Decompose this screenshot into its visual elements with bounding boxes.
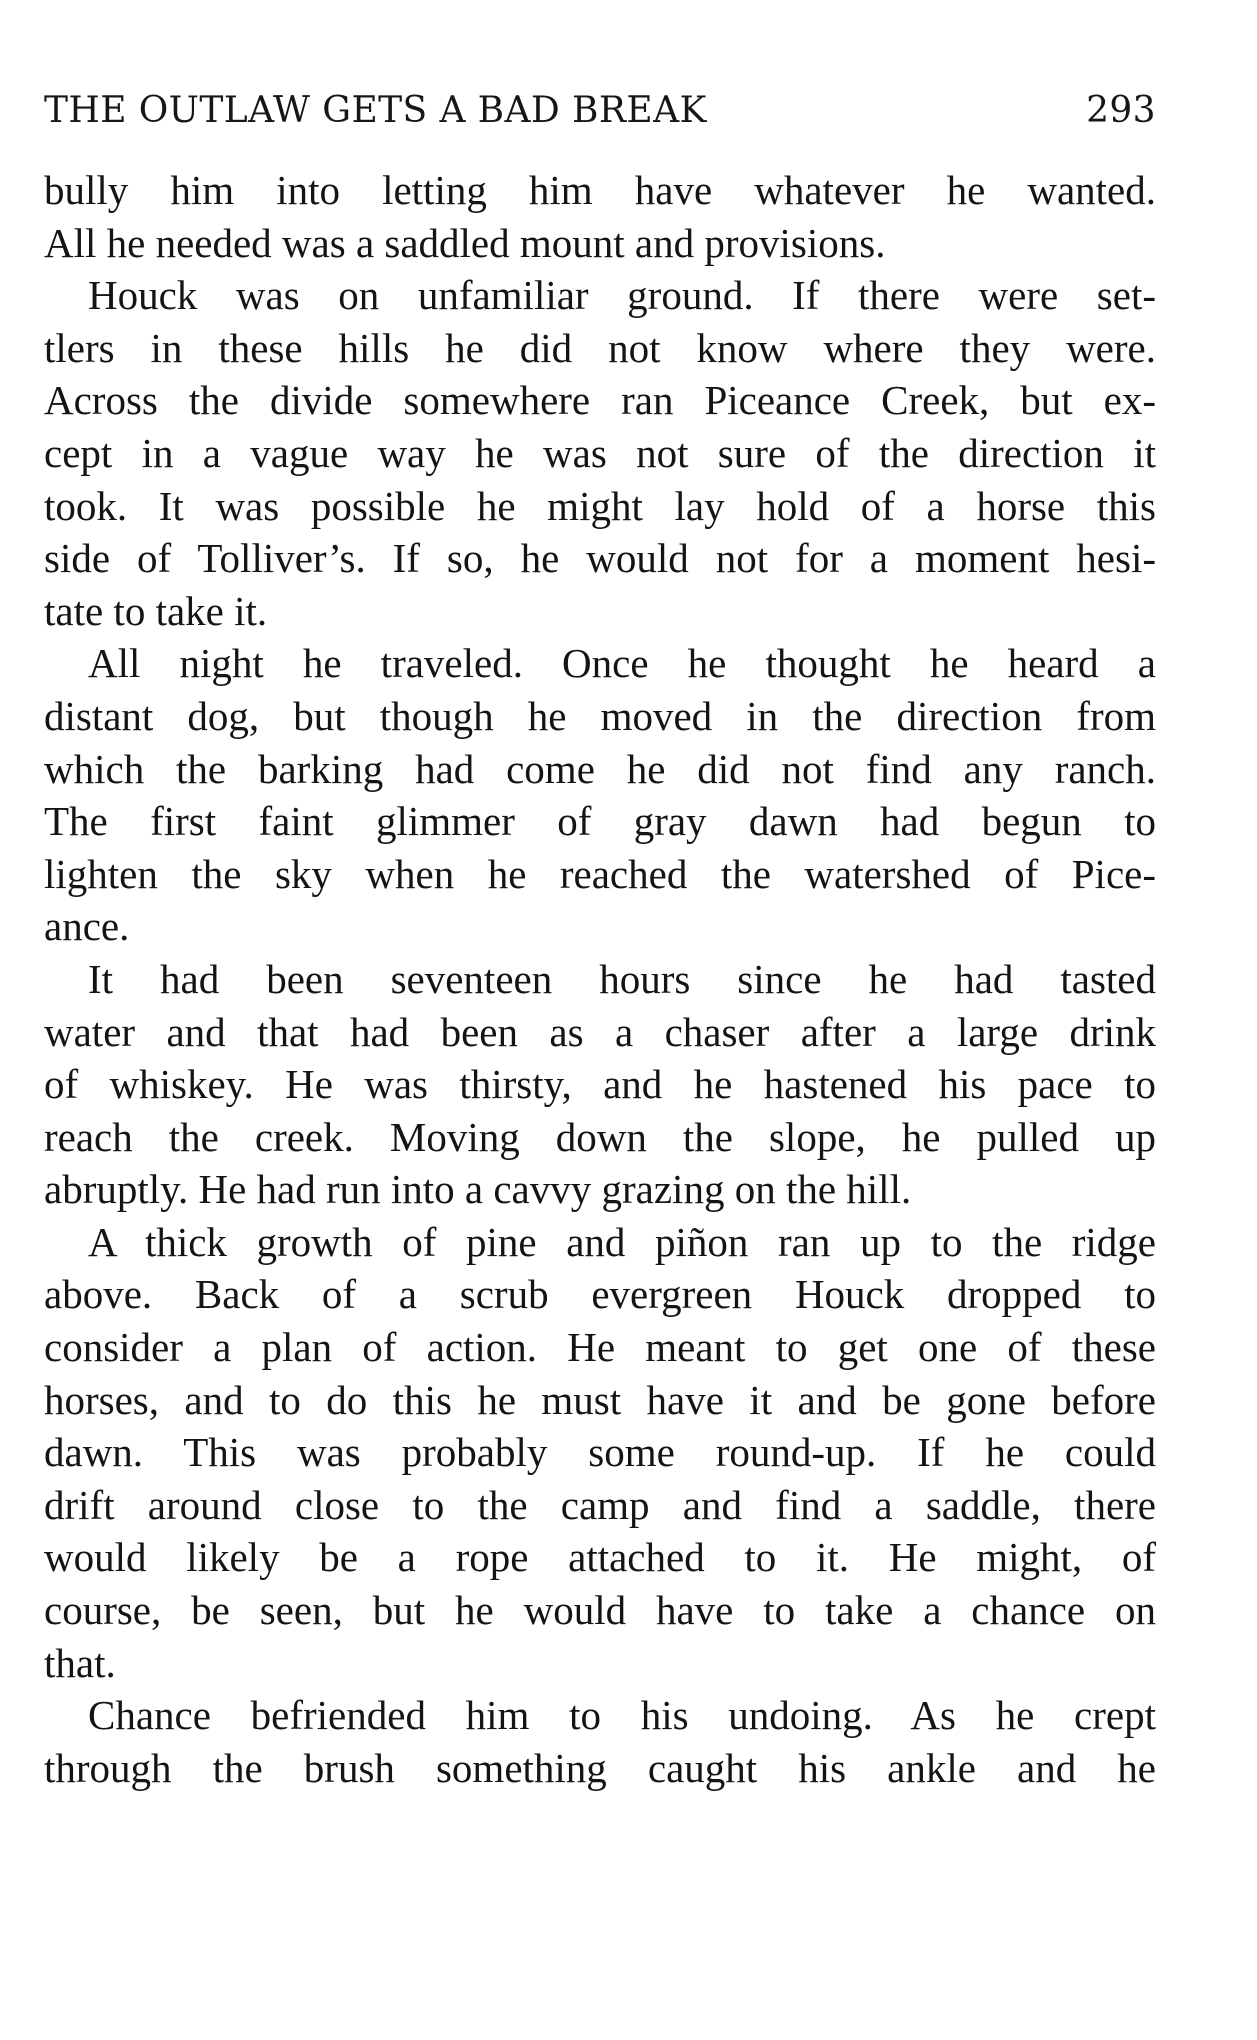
text-line: dawn. This was probably some round-up. If he could xyxy=(44,1429,1156,1476)
text-line: Chance befriended him to his undoing. As he crept xyxy=(88,1692,1156,1739)
text-line: consider a plan of action. He meant to get one of these xyxy=(44,1324,1156,1371)
text-line: cept in a vague way he was not sure of the direction it xyxy=(44,429,1156,476)
text-line: tate to take it. xyxy=(44,587,268,634)
text-line: drift around close to the camp and find a saddle, there xyxy=(44,1481,1156,1528)
text-line: lighten the sky when he reached the watershed of Pice- xyxy=(44,850,1156,897)
text-line: bully him into letting him have whatever he wanted. xyxy=(44,167,1156,213)
text-line: which the barking had come he did not find any ranch. xyxy=(44,745,1156,792)
book-page xyxy=(44,90,1156,1794)
text-line: The first faint glimmer of gray dawn had begun to xyxy=(44,798,1156,845)
text-line: horses, and to do this he must have it and be gone before xyxy=(44,1376,1156,1423)
text-line: through the brush something caught his ankle and he xyxy=(44,1744,1156,1791)
text-line: A thick growth of pine and piñon ran up to the ridge xyxy=(88,1218,1156,1265)
text-line: would likely be a rope attached to it. He might, of xyxy=(44,1534,1156,1581)
text-line: took. It was possible he might lay hold of a horse this xyxy=(44,482,1156,529)
text-line: of whiskey. He was thirsty, and he hastened his pace to xyxy=(44,1061,1156,1108)
text-line: course, be seen, but he would have to take a chance on xyxy=(44,1587,1156,1634)
text-line: All night he traveled. Once he thought he heard a xyxy=(88,640,1156,687)
text-line: Houck was on unfamiliar ground. If there were set- xyxy=(88,272,1156,319)
text-line: It had been seventeen hours since he had tasted xyxy=(88,955,1156,1002)
text-line: Across the divide somewhere ran Piceance Creek, but ex- xyxy=(44,377,1156,424)
text-line: that. xyxy=(44,1639,116,1686)
text-line: ance. xyxy=(44,903,130,950)
running-head xyxy=(44,90,1156,152)
page-number: 293 xyxy=(1086,90,1156,131)
text-line: water and that had been as a chaser after a large drink xyxy=(44,1008,1156,1055)
text-line: reach the creek. Moving down the slope, he pulled up xyxy=(44,1113,1156,1160)
text-line: tlers in these hills he did not know where they were. xyxy=(44,324,1156,371)
text-line: distant dog, but though he moved in the direction from xyxy=(44,692,1156,739)
text-line: above. Back of a scrub evergreen Houck dropped to xyxy=(44,1271,1156,1318)
text-line: side of Tolliver’s. If so, he would not for a moment hesi- xyxy=(44,535,1156,582)
text-line: abruptly. He had run into a cavvy grazing on the hill. xyxy=(44,1166,912,1213)
text-line: All he needed was a saddled mount and provisions. xyxy=(44,219,886,266)
chapter-title: THE OUTLAW GETS A BAD BREAK xyxy=(44,90,707,131)
body-text xyxy=(44,164,1156,1794)
